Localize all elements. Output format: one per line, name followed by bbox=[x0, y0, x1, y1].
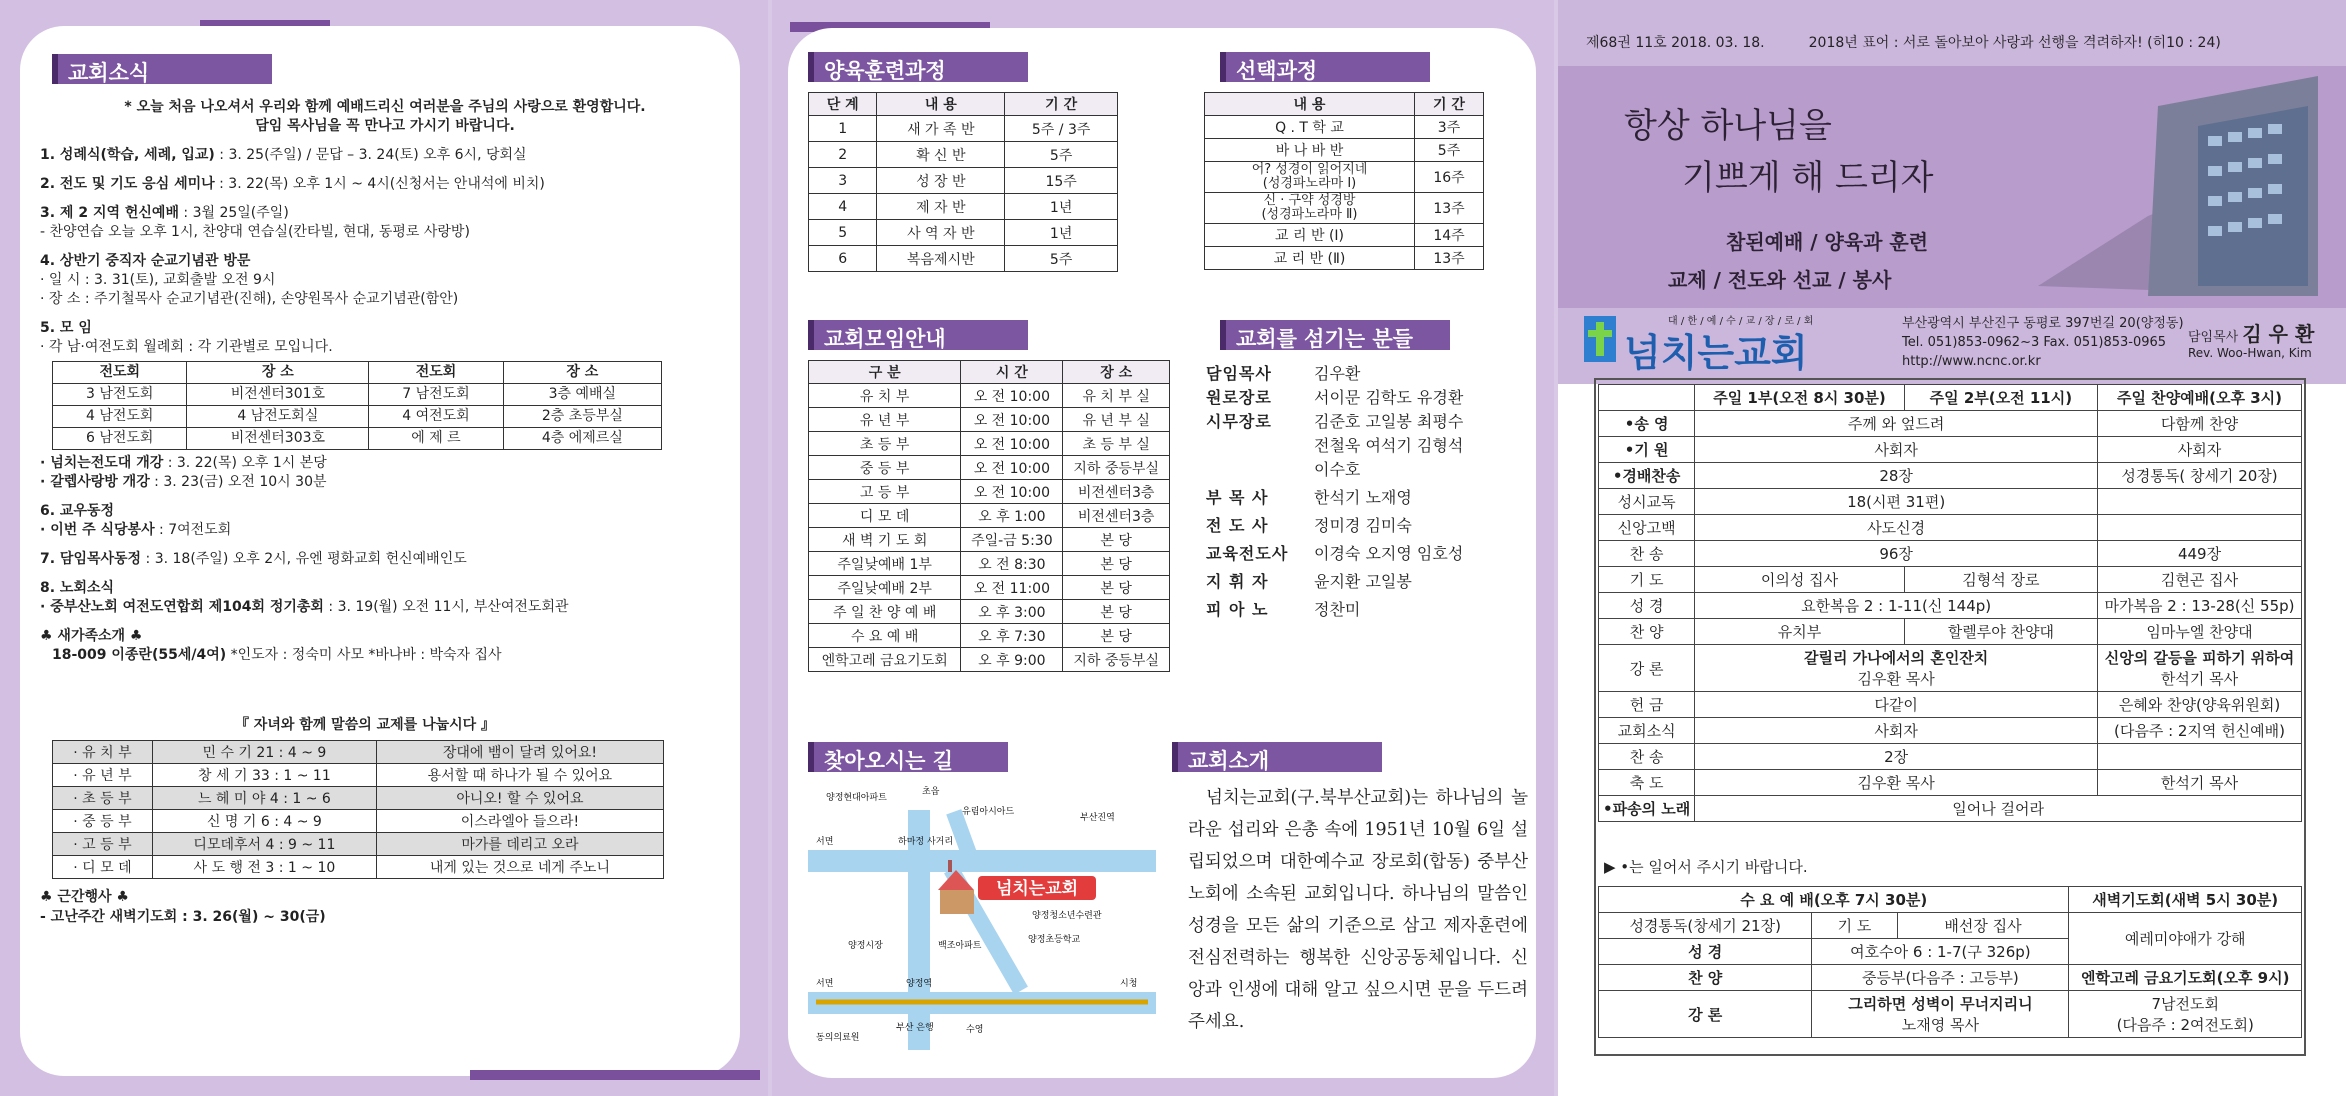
table-row: 찬 양 유치부 할렐루야 찬양대 임마누엘 찬양대 bbox=[1599, 619, 2302, 645]
stand-note: ▶ •는 일어서 주시기 바랍니다. bbox=[1604, 858, 1808, 876]
map-road bbox=[808, 850, 1156, 872]
upcoming-text: - 고난주간 새벽기도회 : 3. 26(월) ~ 30(금) bbox=[40, 909, 326, 925]
intro-text: 넘치는교회(구.북부산교회)는 하나님의 놀라운 섭리와 은총 속에 1951년 10월 6일 설립되었으며 대한예수교 장로회(합동) 중부산노회에 소속된 교회입니다. 하나님의 말씀인 성경을 모든 삶의 기준으로 삼고 제자훈련에 전심전력하는 행복한 신앙공동체입니다. 신앙과 인생에 대해 알고 싶으시면 문을 두드려 주세요. bbox=[1188, 788, 1528, 1032]
map-label: 양정시장 bbox=[848, 941, 883, 951]
weekday-service-table: 수 요 예 배(오후 7시 30분) 새벽기도회(새벽 5시 30분) 성경통독(창세기 21장) 기 도 배선장 집사 예레미야애가 강해 성 경 여호수아 6 : 1-7(구 326p) 찬 양 중등부(다음주 : 고등부) 엔학고레 금요기도회(오후 9시) 강 론 그리하면 성벽이 무너지리니 노재영 목사 7남전도회 (다음주 : 2여전도회) bbox=[1598, 886, 2302, 1038]
banner-sub-2: 교제 / 전도와 선교 / 봉사 bbox=[1668, 268, 1892, 292]
map-church-cross bbox=[948, 860, 952, 872]
table-row: 1 새 가 족 반 5주 / 3주 bbox=[809, 116, 1118, 142]
banner-sub-1: 참된예배 / 양육과 훈련 bbox=[1726, 230, 1929, 254]
upcoming-title: ♣ 근간행사 ♣ bbox=[40, 889, 129, 905]
table-row: 유 치 부 오 전 10:00 유 치 부 실 bbox=[809, 384, 1170, 408]
table-row: · 유 치 부 민 수 기 21 : 4 ~ 9 장대에 뱀이 달려 있어요! bbox=[53, 741, 664, 764]
elective-table: 내 용 기 간 Q . T 학 교 3주 바 나 바 반 5주 어? 성경이 읽어지네 (성경파노라마 Ⅰ) 16주 신 · 구약 성경방 (성경파노라마 Ⅱ) 13주 교 리 반 (Ⅰ) 14주 교 리 반 (Ⅱ) 13주 bbox=[1204, 92, 1484, 270]
table-row: · 디 모 데 사 도 행 전 3 : 1 ~ 10 내게 있는 것으로 네게 주노니 bbox=[53, 856, 664, 879]
map-label: 유림아시아드 bbox=[962, 807, 1015, 817]
table-row: 고 등 부 오 전 10:00 비전센터3층 bbox=[809, 480, 1170, 504]
news-item: · 넘치는전도대 개강 : 3. 22(목) 오후 1시 본당 bbox=[40, 455, 327, 471]
map bbox=[808, 780, 1156, 1050]
table-row: 6 남전도회 비전센터303호 에 제 르 4층 에제르실 bbox=[53, 428, 662, 450]
list-item: 원로장로 서이문 김학도 유경환 bbox=[1206, 388, 1464, 407]
table-row: 성시교독 18(시편 31편) bbox=[1599, 489, 2302, 515]
map-label: 서면 bbox=[816, 979, 834, 989]
meeting-title: 교회모임안내 bbox=[808, 320, 1028, 350]
news-item: 7. 담임목사동정 : 3. 18(주일) 오후 2시, 유엔 평화교회 헌신예배인도 bbox=[40, 551, 467, 567]
news-sub: · 장 소 : 주기철목사 순교기념관(진해), 손양원목사 순교기념관(함안) bbox=[40, 291, 459, 307]
map-label: 하마정 사거리 bbox=[898, 837, 954, 847]
table-row: 찬 송 96장 449장 bbox=[1599, 541, 2302, 567]
map-label: 부산 은행 bbox=[896, 1023, 934, 1033]
training-table: 단 계 내 용 기 간 1 새 가 족 반 5주 / 3주 2 확 신 반 5주 3 성 장 반 15주 4 제 자 반 1년 5 사 역 자 반 1년 6 복음제시반 5주 bbox=[808, 92, 1118, 272]
map-label: 초읍 bbox=[922, 787, 940, 797]
news-item: 4. 상반기 중직자 순교기념관 방문 bbox=[40, 253, 251, 269]
table-row: •파송의 노래 일어나 걸어라 bbox=[1599, 796, 2302, 822]
table-row: 교 리 반 (Ⅰ) 14주 bbox=[1205, 224, 1484, 247]
map-church-label: 넘치는교회 bbox=[995, 879, 1079, 899]
intro-title: 교회소개 bbox=[1172, 742, 1382, 772]
table-row: 바 나 바 반 5주 bbox=[1205, 139, 1484, 162]
directions-title: 찾아오시는 길 bbox=[808, 742, 1008, 772]
pastor-block: 담임목사 김 우 환 bbox=[2188, 322, 2315, 346]
list-item: 전철욱 여석기 김형석 bbox=[1314, 436, 1464, 455]
table-row: •송 영 주께 와 엎드려 다함께 찬양 bbox=[1599, 411, 2302, 437]
table-row: 새 벽 기 도 회 주일-금 5:30 본 당 bbox=[809, 528, 1170, 552]
contact-info: 부산광역시 부산진구 동평로 397번길 20(양정동) Tel. 051)853-0962~3 Fax. 051)853-0965 http://www.ncnc.or.kr bbox=[1902, 316, 2184, 369]
list-item: 부 목 사 한석기 노재영 bbox=[1206, 488, 1412, 507]
news-item: 8. 노회소식 bbox=[40, 580, 115, 596]
church-logo-icon bbox=[1584, 316, 1616, 362]
table-row: 기 도 이의성 집사 김형석 장로 김현곤 집사 bbox=[1599, 567, 2302, 593]
table-row: 강 론 그리하면 성벽이 무너지리니 노재영 목사 7남전도회 (다음주 : 2여전도회) bbox=[1599, 991, 2302, 1038]
map-label: 부산진역 bbox=[1080, 813, 1115, 823]
list-item: 이수호 bbox=[1314, 460, 1361, 479]
new-family-item: 18-009 이종란(55세/4여) *인도자 : 정숙미 사모 *바나바 : 박숙자 집사 bbox=[52, 647, 502, 663]
table-row: 신앙고백 사도신경 bbox=[1599, 515, 2302, 541]
news-item: 5. 모 임 bbox=[40, 320, 92, 336]
table-row: 성 경 여호수아 6 : 1-7(구 326p) bbox=[1599, 939, 2302, 965]
news-sub: - 찬양연습 오늘 오후 1시, 찬양대 연습실(칸타빌, 현대, 동평로 사랑방) bbox=[40, 224, 470, 240]
table-row: 성경통독(창세기 21장) 기 도 배선장 집사 예레미야애가 강해 bbox=[1599, 913, 2302, 939]
denomination: 대 / 한 / 예 / 수 / 교 / 장 / 로 / 회 bbox=[1668, 316, 1814, 327]
panel-bulletin-cover bbox=[1558, 0, 2346, 1096]
list-item: 시무장로 김준호 고일봉 최평수 bbox=[1206, 412, 1464, 431]
panel-programs bbox=[772, 0, 1554, 1096]
welcome-line-1: * 오늘 처음 나오셔서 우리와 함께 예배드리신 여러분을 주님의 사랑으로 환영합니다. bbox=[124, 99, 646, 115]
table-row: 4 남전도회 4 남전도회실 4 여전도회 2층 초등부실 bbox=[53, 406, 662, 428]
map-label: 양정청소년수련관 bbox=[1032, 911, 1102, 921]
table-row: 찬 양 중등부(다음주 : 고등부) 엔학고레 금요기도회(오후 9시) bbox=[1599, 965, 2302, 991]
news-list bbox=[40, 98, 730, 665]
table-row: 엔학고레 금요기도회 오 후 9:00 지하 중등부실 bbox=[809, 648, 1170, 672]
table-row: 3 남전도회 비전센터301호 7 남전도회 3층 예배실 bbox=[53, 384, 662, 406]
list-item: 전 도 사 정미경 김미숙 bbox=[1206, 516, 1412, 535]
map-label: 양정현대아파트 bbox=[826, 793, 887, 803]
table-row: 디 모 데 오 후 1:00 비전센터3층 bbox=[809, 504, 1170, 528]
table-row: 축 도 김우환 목사 한석기 목사 bbox=[1599, 770, 2302, 796]
table-row: •경배찬송 28장 성경통독( 창세기 20장) bbox=[1599, 463, 2302, 489]
news-sub: · 일 시 : 3. 31(토), 교회출발 오전 9시 bbox=[40, 272, 276, 288]
table-row: 2 확 신 반 5주 bbox=[809, 142, 1118, 168]
deco-bar-bottom bbox=[470, 1070, 760, 1080]
table-row: 신 · 구약 성경방 (성경파노라마 Ⅱ) 13주 bbox=[1205, 193, 1484, 224]
elective-title: 선택과정 bbox=[1220, 52, 1430, 82]
table-row: 3 성 장 반 15주 bbox=[809, 168, 1118, 194]
table-row: 교회소식 사회자 (다음주 : 2지역 헌신예배) bbox=[1599, 718, 2302, 744]
map-label: 백조아파트 bbox=[938, 941, 982, 951]
map-label: 양정초등학교 bbox=[1028, 935, 1081, 945]
table-row: 주일낮예배 1부 오 전 8:30 본 당 bbox=[809, 552, 1170, 576]
map-label: 양정역 bbox=[906, 979, 933, 989]
church-name: 넘치는교회 bbox=[1624, 331, 1808, 375]
list-item: 피 아 노 정찬미 bbox=[1206, 600, 1361, 619]
meeting-table: 구 분 시 간 장 소 유 치 부 오 전 10:00 유 치 부 실 유 년 부 오 전 10:00 유 년 부 실 초 등 부 오 전 10:00 초 등 부 실 중 등 부 오 전 10:00 지하 중등부실 고 등 부 오 전 10:00 비전센터3층 디 모 데 오 후 1:00 비전센터3층 새 벽 기 도 회 주일-금 5:30 본 당 주일낮예배 1부 오 전 8:30 본 당 주일낮예배 2부 오 전 11:00 본 당 주 일 찬 양 예 배 오 후 3:00 본 당 수 요 예 배 오 후 7:30 본 당 엔학고레 금요기도회 오 후 9:00 지하 중등부실 bbox=[808, 360, 1170, 672]
word-title: 『 자녀와 함께 말씀의 교제를 나눕시다 』 bbox=[234, 717, 496, 733]
news-item: 2. 전도 및 기도 응심 세미나 : 3. 22(목) 오후 1시 ~ 4시(신청서는 안내석에 비치) bbox=[40, 176, 545, 192]
table-row: 강 론 갈릴리 가나에서의 혼인잔치 김우환 목사 신앙의 갈등을 피하기 위하여 한석기 목사 bbox=[1599, 645, 2302, 692]
table-row: 중 등 부 오 전 10:00 지하 중등부실 bbox=[809, 456, 1170, 480]
word-table bbox=[52, 740, 664, 879]
news-item: 3. 제 2 지역 헌신예배 : 3월 25일(주일) bbox=[40, 205, 289, 221]
table-row: 교 리 반 (Ⅱ) 13주 bbox=[1205, 247, 1484, 270]
news-item: 6. 교우동정 bbox=[40, 503, 115, 519]
table-row: 6 복음제시반 5주 bbox=[809, 246, 1118, 272]
table-row: 수 요 예 배 오 후 7:30 본 당 bbox=[809, 624, 1170, 648]
meeting-room-table: 전도회 장 소 전도회 장 소 3 남전도회 비전센터301호 7 남전도회 3층 예배실 4 남전도회 4 남전도회실 4 여전도회 2층 초등부실 6 남전도회 비전센터303호 에 제 르 4층 에제르실 bbox=[52, 361, 662, 450]
church-building-image bbox=[2018, 66, 2336, 308]
map-label: 동의의료원 bbox=[816, 1033, 860, 1043]
table-row: 주 일 찬 양 예 배 오 후 3:00 본 당 bbox=[809, 600, 1170, 624]
news-title: 교회소식 bbox=[52, 54, 272, 84]
table-row: 주일낮예배 2부 오 전 11:00 본 당 bbox=[809, 576, 1170, 600]
welcome-line-2: 담임 목사님을 꼭 만나고 가시기 바랍니다. bbox=[255, 118, 515, 134]
map-graphic bbox=[808, 780, 1156, 1050]
training-title: 양육훈련과정 bbox=[808, 52, 1028, 82]
service-order-table: 주일 1부(오전 8시 30분) 주일 2부(오전 11시) 주일 찬양예배(오후 3시) •송 영 주께 와 엎드려 다함께 찬양 •기 원 사회자 사회자 •경배찬송 28장 성경통독( 창세기 20장) 성시교독 18(시편 31편) 신앙고백 사도신경 찬 송 96장 449장 기 도 이의성 집사 김형석 장로 김현곤 집사 성 경 요한복음 2 : 1-11(신 144p) 마가복음 2 : 13-28(신 55p) 찬 양 유치부 할렐루야 찬양대 임마누엘 찬양대 강 론 갈릴리 가나에서의 혼인잔치 김우환 목사 신앙의 갈등을 피하기 위하여 한석기 목사 헌 금 다같이 은혜와 찬양(양육위원회) 교회소식 사회자 (다음주 : 2지역 헌신예배) 찬 송 2장 축 도 김우환 목사 한석기 목사 •파송의 노래 일어나 걸어라 bbox=[1598, 384, 2302, 822]
panel-church-news bbox=[0, 0, 768, 1096]
list-item: 담임목사 김우환 bbox=[1206, 364, 1361, 383]
table-row: 어? 성경이 읽어지네 (성경파노라마 Ⅰ) 16주 bbox=[1205, 162, 1484, 193]
banner-line-2: 기쁘게 해 드리자 bbox=[1682, 158, 1934, 198]
news-item: · 갈렙사랑방 개강 : 3. 23(금) 오전 10시 30분 bbox=[40, 474, 327, 490]
map-label: 수영 bbox=[966, 1025, 984, 1035]
table-row: 5 사 역 자 반 1년 bbox=[809, 220, 1118, 246]
map-label: 서면 bbox=[816, 837, 834, 847]
table-row: · 초 등 부 느 헤 미 야 4 : 1 ~ 6 아니오! 할 수 있어요 bbox=[53, 787, 664, 810]
table-row: 헌 금 다같이 은혜와 찬양(양육위원회) bbox=[1599, 692, 2302, 718]
issue-info: 제68권 11호 2018. 03. 18. 2018년 표어 : 서로 돌아보아 사랑과 선행을 격려하자! (히10 : 24) bbox=[1586, 35, 2221, 51]
table-row: · 유 년 부 창 세 기 33 : 1 ~ 11 용서할 때 하나가 될 수 있어요 bbox=[53, 764, 664, 787]
news-item: · 이번 주 식당봉사 : 7여전도회 bbox=[40, 522, 232, 538]
banner-line-1: 항상 하나님을 bbox=[1624, 106, 1832, 146]
table-row: 4 제 자 반 1년 bbox=[809, 194, 1118, 220]
table-row: 초 등 부 오 전 10:00 초 등 부 실 bbox=[809, 432, 1170, 456]
staff-title: 교회를 섬기는 분들 bbox=[1220, 320, 1450, 350]
list-item: 지 휘 자 윤지환 고일봉 bbox=[1206, 572, 1412, 591]
table-row: · 고 등 부 디모데후서 4 : 9 ~ 11 마가를 데리고 오라 bbox=[53, 833, 664, 856]
map-label: 시청 bbox=[1120, 979, 1138, 989]
news-item: 1. 성례식(학습, 세례, 입교) : 3. 25(주일) / 문답 – 3. 24(토) 오후 6시, 당회실 bbox=[40, 147, 527, 163]
table-row: Q . T 학 교 3주 bbox=[1205, 116, 1484, 139]
news-sub: · 각 남·여전도회 월례회 : 각 기관별로 모입니다. bbox=[40, 339, 333, 355]
pastor-en: Rev. Woo-Hwan, Kim bbox=[2188, 346, 2312, 360]
table-row: · 중 등 부 신 명 기 6 : 4 ~ 9 이스라엘아 들으라! bbox=[53, 810, 664, 833]
staff-list bbox=[1206, 362, 1526, 622]
map-church-body bbox=[940, 890, 974, 914]
list-item: 교육전도사 이경숙 오지영 임호성 bbox=[1206, 544, 1464, 563]
table-row: 성 경 요한복음 2 : 1-11(신 144p) 마가복음 2 : 13-28(신 55p) bbox=[1599, 593, 2302, 619]
table-row: 찬 송 2장 bbox=[1599, 744, 2302, 770]
table-row: •기 원 사회자 사회자 bbox=[1599, 437, 2302, 463]
new-family-title: ♣ 새가족소개 ♣ bbox=[40, 628, 143, 644]
news-item: · 중부산노회 여전도연합회 제104회 정기총회 : 3. 19(월) 오전 11시, 부산여전도회관 bbox=[40, 599, 569, 615]
table-row: 유 년 부 오 전 10:00 유 년 부 실 bbox=[809, 408, 1170, 432]
